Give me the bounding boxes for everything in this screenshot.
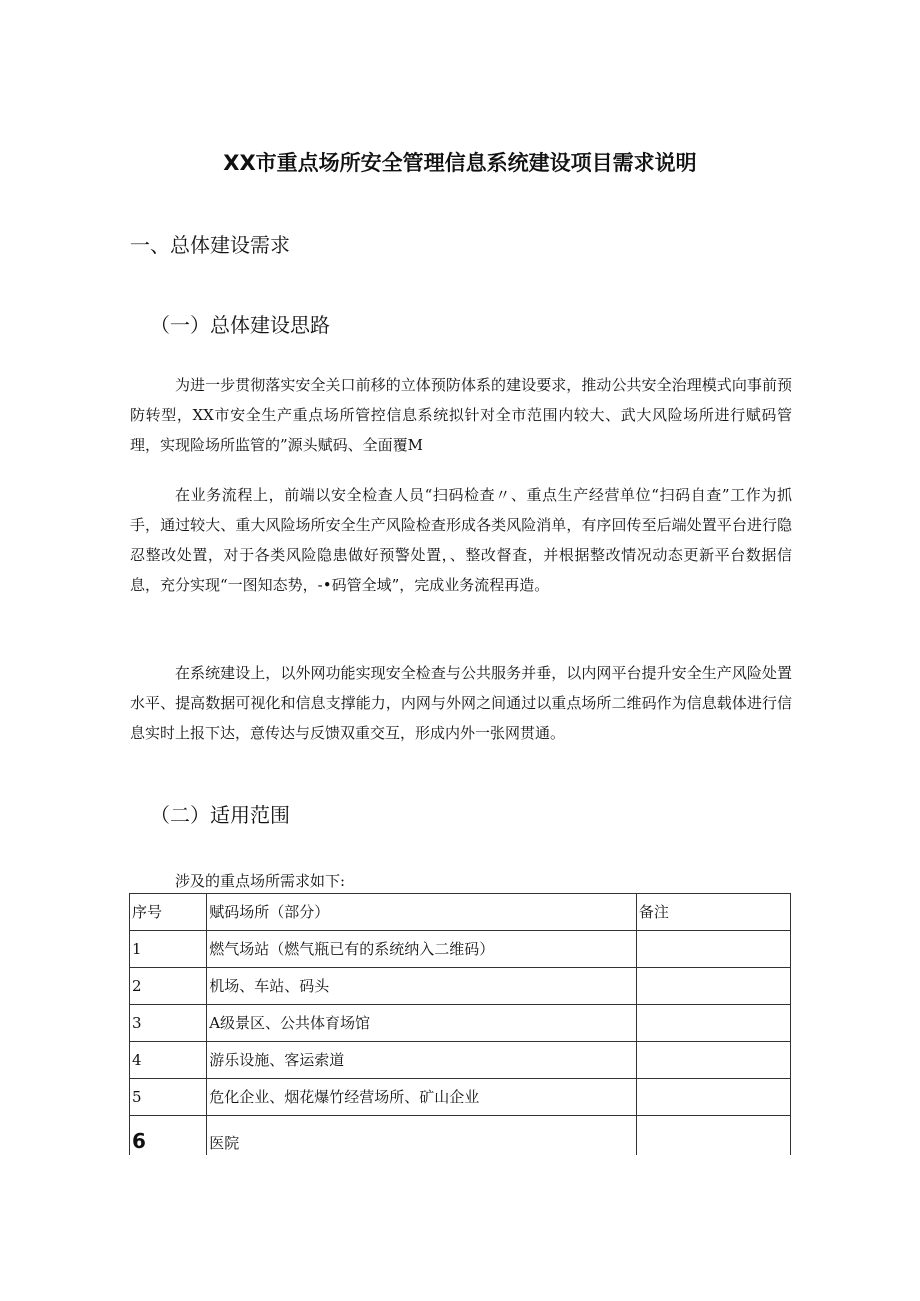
- table-header-row: [130, 894, 791, 931]
- row-place: 医院: [207, 1116, 637, 1156]
- table-row: [130, 931, 791, 968]
- row-place: 燃气场站（燃气瓶已有的系统纳入二维码）: [207, 931, 637, 968]
- paragraph-1: 为进一步贯彻落实安全关口前移的立体预防体系的建设要求，推动公共安全治理模式向事前预防转型，XX市安全生产重点场所管控信息系统拟针对全市范围内较大、武大风险场所进行赋码管理，实现险场所监管的”源头赋码、全面覆M: [130, 376, 792, 454]
- row-note: [636, 1042, 790, 1079]
- paragraph-2: 在业务流程上，前端以安全检查人员“扫码检查〃、重点生产经营单位“扫码自查”工作为抓手，通过较大、重大风险场所安全生产风险检查形成各类风险消单，有序回传至后端处置平台进行隐忍整改处置，对于各类风险隐患做好预警处置，、整改督査，并根据整改情况动态更新平台数据信息，充分实现“一图知态势，-•码管全域”，完成业务流程再造。: [130, 486, 792, 594]
- row-number: 2: [130, 968, 207, 1005]
- row-place: 危化企业、烟花爆竹经营场所、矿山企业: [207, 1079, 637, 1116]
- row-number: 1: [130, 931, 207, 968]
- scope-table: [129, 893, 791, 1155]
- row-note: [636, 1005, 790, 1042]
- header-cell-number: 序号: [130, 894, 207, 931]
- row-number: 5: [130, 1079, 207, 1116]
- row-note: [636, 931, 790, 968]
- row-note: [636, 1116, 790, 1156]
- subsection-heading-construction-approach: （一）总体建设思路: [150, 313, 330, 337]
- table-row: [130, 1116, 791, 1156]
- table-row: [130, 968, 791, 1005]
- header-cell-place: 赋码场所（部分）: [207, 894, 637, 931]
- row-note: [636, 968, 790, 1005]
- row-place: 机场、车站、码头: [207, 968, 637, 1005]
- row-note: [636, 1079, 790, 1116]
- paragraph-3: 在系统建设上，以外网功能实现安全检查与公共服务并垂，以内网平台提升安全生产风险处置水平、提高数据可视化和信息支撑能力，内网与外网之间通过以重点场所二维码作为信息载体进行信息实时上报下达，意传达与反馈双重交互，形成内外一张网贯通。: [130, 664, 792, 742]
- table-row: [130, 1005, 791, 1042]
- row-place: A级景区、公共体育场馆: [207, 1005, 637, 1042]
- section-heading-overall-requirements: 一、总体建设需求: [130, 233, 290, 257]
- table-row: [130, 1042, 791, 1079]
- row-number: 3: [130, 1005, 207, 1042]
- table-intro: 涉及的重点场所需求如下:: [175, 872, 346, 890]
- row-number-text: 6: [132, 1129, 146, 1153]
- header-cell-note: 备注: [636, 894, 790, 931]
- subsection-heading-scope: （二）适用范围: [150, 803, 290, 827]
- row-place: 游乐设施、客运索道: [207, 1042, 637, 1079]
- row-number: 4: [130, 1042, 207, 1079]
- row-number: [130, 1116, 207, 1156]
- table-row: [130, 1079, 791, 1116]
- document-title: XX市重点场所安全管理信息系统建设项目需求说明: [223, 151, 697, 175]
